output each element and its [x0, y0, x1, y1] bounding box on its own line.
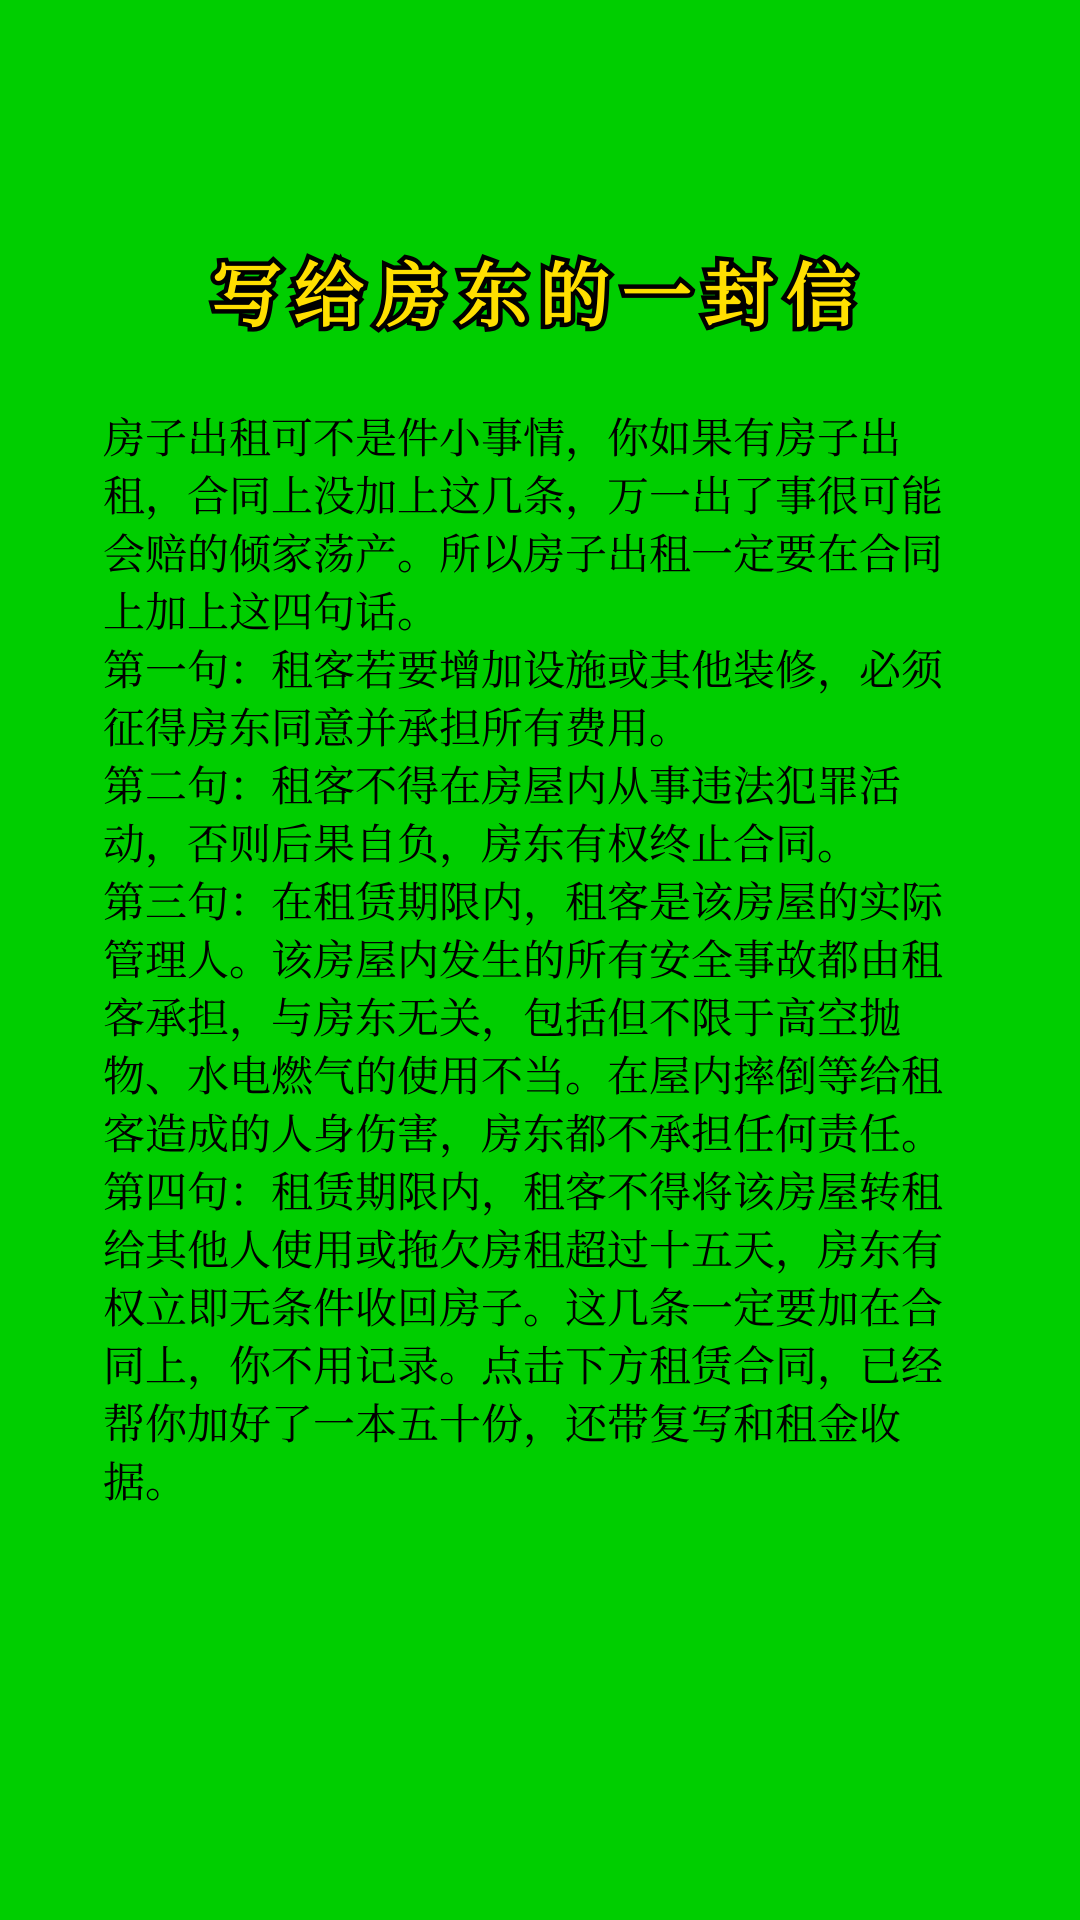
letter-line: 动，否则后果自负，房东有权终止合同。 [103, 820, 860, 869]
letter-line: 同上，你不用记录。点击下方租赁合同，已经 [103, 1342, 944, 1391]
letter-line: 第三句：在租赁期限内，租客是该房屋的实际 [103, 878, 944, 927]
letter-line: 征得房东同意并承担所有费用。 [103, 704, 692, 753]
letter-line: 第四句：租赁期限内，租客不得将该房屋转租 [103, 1168, 944, 1217]
letter-line: 据。 [103, 1458, 188, 1507]
poster-title: 写给房东的一封信 [212, 255, 868, 337]
letter-line: 租，合同上没加上这几条，万一出了事很可能 [103, 472, 944, 521]
letter-line: 物、水电燃气的使用不当。在屋内摔倒等给租 [103, 1052, 944, 1101]
letter-line: 给其他人使用或拖欠房租超过十五天，房东有 [103, 1226, 944, 1275]
letter-line: 客造成的人身伤害，房东都不承担任何责任。 [103, 1110, 944, 1159]
letter-line: 房子出租可不是件小事情，你如果有房子出 [103, 414, 902, 463]
letter-line: 客承担，与房东无关，包括但不限于高空抛 [103, 994, 902, 1043]
letter-line: 权立即无条件收回房子。这几条一定要加在合 [103, 1284, 944, 1333]
letter-line: 会赔的倾家荡产。所以房子出租一定要在合同 [103, 530, 944, 579]
letter-line: 第一句：租客若要增加设施或其他装修，必须 [103, 646, 944, 695]
letter-line: 上加上这四句话。 [103, 588, 440, 637]
letter-line: 管理人。该房屋内发生的所有安全事故都由租 [103, 936, 944, 985]
letter-body [103, 410, 983, 1512]
letter-line: 帮你加好了一本五十份，还带复写和租金收 [103, 1400, 902, 1449]
letter-line: 第二句：租客不得在房屋内从事违法犯罪活 [103, 762, 902, 811]
